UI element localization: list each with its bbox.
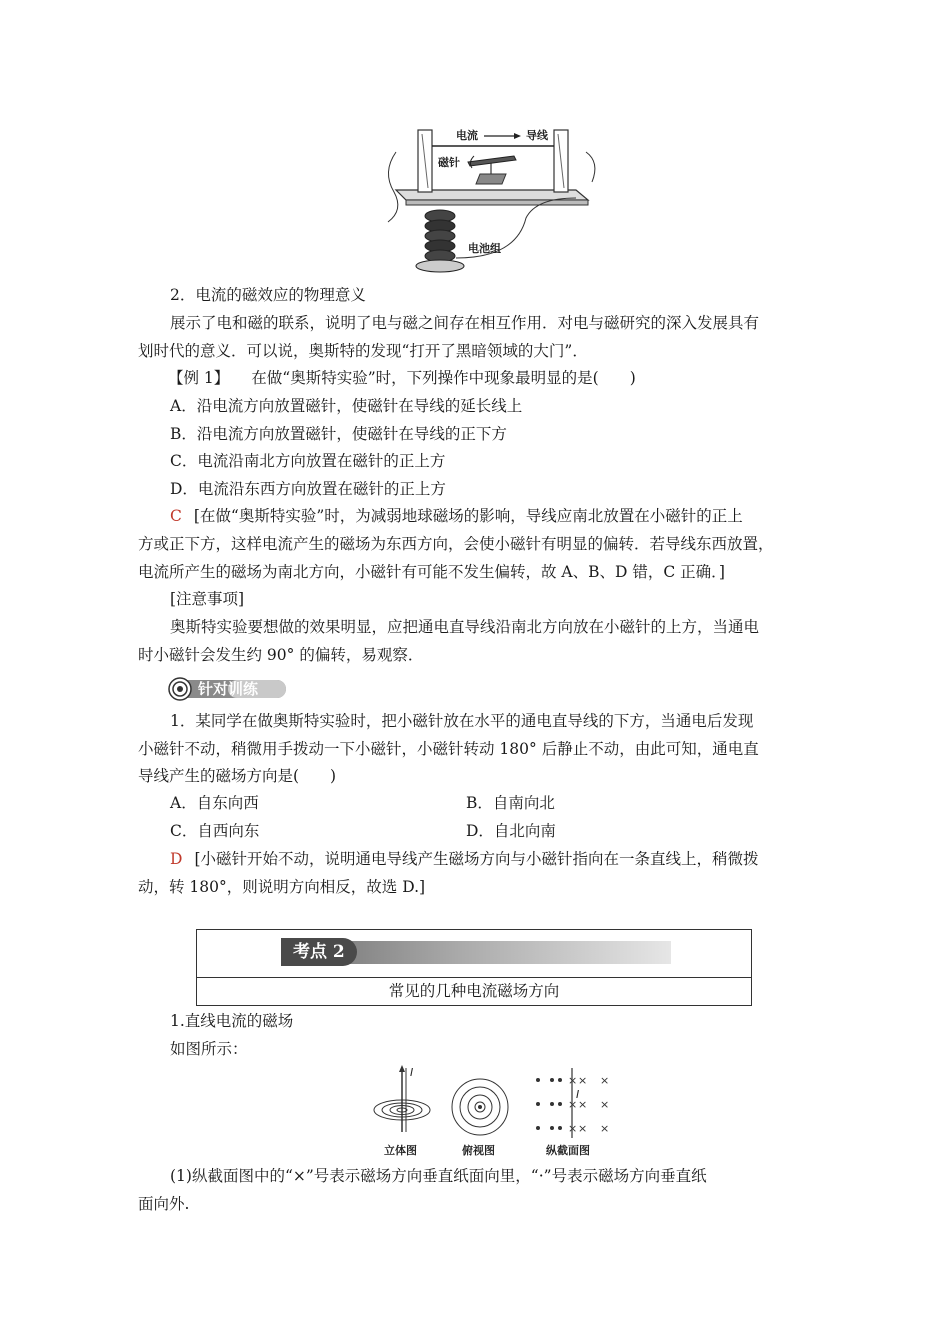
- example1-option-a: A．沿电流方向放置磁针，使磁针在导线的延长线上: [170, 397, 523, 415]
- training-q-line1: 1．某同学在做奥斯特实验时，把小磁针放在水平的通电直导线的下方，当通电后发现: [170, 712, 754, 730]
- note-line1: 奥斯特实验要想做的效果明显，应把通电直导线沿南北方向放在小磁针的上方，当通电: [170, 618, 760, 636]
- training-q-line2: 小磁针不动，稍微用手拨动一下小磁针，小磁针转动 180° 后静止不动，由此可知，通电直: [138, 740, 759, 758]
- svg-text:×: ×: [578, 1122, 588, 1135]
- training-q-line3: 导线产生的磁场方向是( ): [138, 767, 337, 785]
- figure-dots: [536, 1078, 562, 1130]
- figure-label-top: 俯视图: [462, 1144, 495, 1157]
- training-explain-line1: [170, 849, 759, 869]
- training-option-c: C．自西向东: [170, 822, 260, 840]
- line-current-heading: 1.直线电流的磁场: [170, 1012, 294, 1030]
- svg-text:×: ×: [600, 1098, 610, 1111]
- kaodian-subtitle: 常见的几种电流磁场方向: [388, 982, 560, 1000]
- line-current-note-line2: 面向外.: [138, 1195, 190, 1213]
- example1-option-c: C．电流沿南北方向放置在磁针的正上方: [170, 452, 446, 470]
- example1-explain-line1: [170, 506, 743, 526]
- kaodian-badge: 考点 2: [281, 938, 357, 966]
- training-option-d: D．自北向南: [466, 822, 556, 840]
- line-current-note-line1: (1)纵截面图中的“×”号表示磁场方向垂直纸面向里，“·”号表示磁场方向垂直纸: [170, 1167, 707, 1185]
- note-title: [注意事项]: [170, 590, 245, 608]
- label-wire: 导线: [526, 129, 548, 142]
- svg-text:×: ×: [578, 1098, 588, 1111]
- svg-text:×: ×: [578, 1074, 588, 1087]
- svg-text:×: ×: [568, 1122, 578, 1135]
- svg-text:×: ×: [600, 1122, 610, 1135]
- note-line2: 时小磁针会发生约 90° 的偏转，易观察．: [138, 646, 424, 664]
- training-option-a: A．自东向西: [170, 794, 259, 812]
- svg-text:×: ×: [600, 1074, 610, 1087]
- section2-para-line2: 划时代的意义．可以说，奥斯特的发现“打开了黑暗领域的大门”．: [138, 342, 588, 360]
- example1-explain-line2: 方或正下方，这样电流产生的磁场为东西方向，会使小磁针有明显的偏转．若导线东西放置，: [138, 535, 774, 553]
- line-current-field-figure: [370, 1062, 620, 1158]
- section2-para-line1: 展示了电和磁的联系，说明了电与磁之间存在相互作用．对电与磁研究的深入发展具有: [170, 314, 760, 332]
- training-explain-text1: [小磁针开始不动，说明通电导线产生磁场方向与小磁针指向在一条直线上，稍微拨: [194, 850, 759, 868]
- example1-tag: 【例 1】: [168, 369, 230, 387]
- training-explain-line2: 动，转 180°，则说明方向相反，故选 D.]: [138, 878, 426, 896]
- section2-heading: 2．电流的磁效应的物理意义: [170, 286, 366, 304]
- example1-explain-text1: [在做“奥斯特实验”时，为减弱地球磁场的影响，导线应南北放置在小磁针的正上: [193, 507, 743, 525]
- example1-option-b: B．沿电流方向放置磁针，使磁针在导线的正下方: [170, 425, 507, 443]
- label-battery: 电池组: [468, 242, 501, 255]
- figure-label-3d: 立体图: [384, 1144, 417, 1157]
- example1-option-d: D．电流沿东西方向放置在磁针的正上方: [170, 480, 446, 498]
- line-current-intro: 如图所示：: [170, 1040, 248, 1058]
- example1-question: 在做“奥斯特实验”时，下列操作中现象最明显的是( ): [251, 369, 636, 387]
- kaodian-divider: [197, 977, 751, 978]
- training-badge-text: 针对训练: [198, 680, 259, 698]
- example1-question-line: [168, 368, 636, 388]
- figure-label-long: 纵截面图: [546, 1144, 590, 1157]
- figure-3d-view: [374, 1068, 430, 1132]
- svg-text:×: ×: [568, 1098, 578, 1111]
- example1-explain-line3: 电流所产生的磁场为南北方向，小磁针有可能不发生偏转，故 A、B、D 错，C 正确．]: [138, 563, 725, 581]
- label-needle: 磁针: [438, 156, 460, 169]
- figure-long-current-label: I: [576, 1088, 580, 1101]
- training-badge: [168, 677, 286, 701]
- training-answer: D: [170, 850, 183, 868]
- label-current: 电流: [456, 129, 478, 142]
- example1-answer: C: [170, 507, 182, 525]
- figure-crosses: [568, 1074, 609, 1135]
- figure-3d-current-label: I: [410, 1066, 414, 1079]
- training-option-b: B．自南向北: [466, 794, 555, 812]
- oersted-experiment-figure: [376, 122, 606, 274]
- kaodian-box: [196, 929, 752, 1006]
- svg-text:×: ×: [568, 1074, 578, 1087]
